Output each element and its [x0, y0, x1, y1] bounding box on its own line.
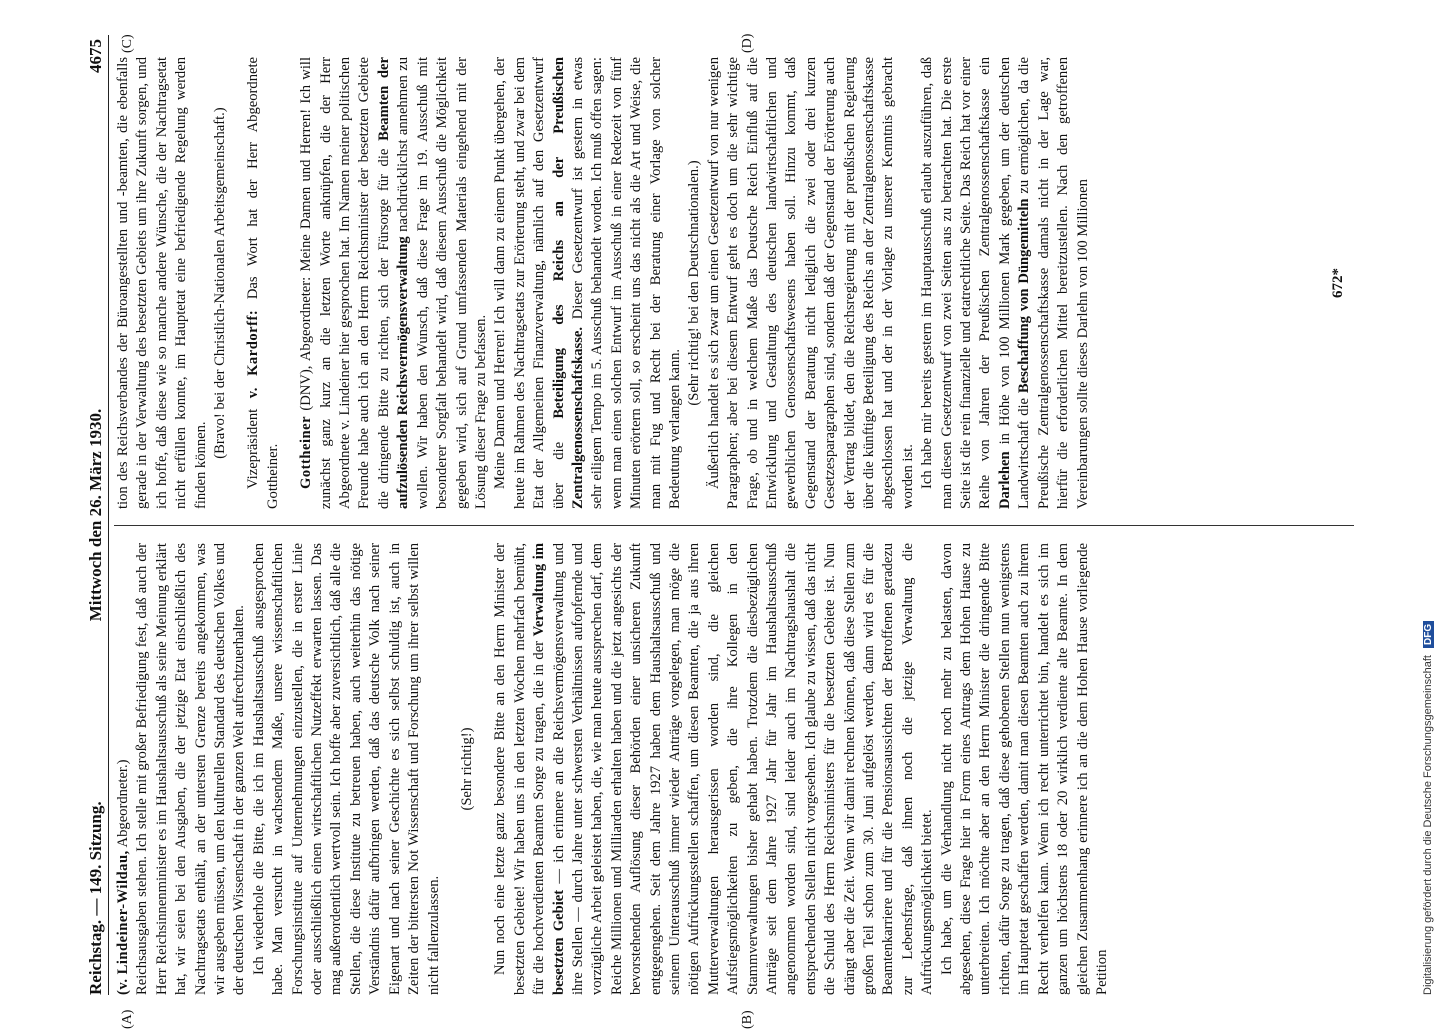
paragraph-text: — ich erinnere an die Reichsvermögensverwaltung und ihre Stellen — durch Jahre unter schwersten Verhältnissen aufopfernde und vorzügliche Arbeit geleistet haben, die, wie man heute aussprechen darf, dem Reiche Millionen und Milliarden erhalten haben und die jetzt angesichts der bevorstehenden Auflösung dieser Behörden einer unsicheren Zukunft entgegengehen. Seit dem Jahre 1927 haben dem Haushaltsausschuß und seinem Unterausschuß immer wieder Anträge vorgelegen, man möge die nötigen Aufrückungsstellen schaffen, um diesen Beamten, die ja aus ihren Mutterverwaltungen herausgerissen worden sind, die gleichen Aufstiegsmöglichkeiten zu geben, die ihre Kollegen in den Stammverwaltungen bisher gehabt haben. Trotzdem die diesbezüglichen Anträge seit dem Jahre 1927 Jahr für Jahr im Haushaltsausschuß angenommen worden sind, sind leider auch im Nachtragshaushalt die entsprechenden Stellen nicht vorgesehen. Ich glaube zu wissen, daß das nicht die Schuld des Herrn Reichsministers für die besetzten Gebiete ist. Nun drängt aber die Zeit. Wenn wir damit rechnen können, daß diese Stellen zum großen Teil schon zum 30. Juni aufgelöst werden, dann wird es für die Beamtenkarriere und für die Pensionsaussichten der Betroffenen geradezu zur Lebensfrage, daß ihnen noch die jetzige Verwaltung die Aufrückungsmöglichkeit bietet.: [550, 543, 936, 995]
left-paragraph-2: Ich wiederhole die Bitte, die ich im Haushaltsausschuß ausgesprochen habe. Man versucht in wachsendem Maße, unsere wissenschaftlichen Forschungsinstitute auf Unternehmungen einzustellen, die in erster Linie oder ausschließlich einen wirtschaftlichen Nutzeffekt erwarten lassen. Das mag außerordentlich wertvoll sein. Ich hoffe aber zuversichtlich, daß alle die Stellen, die diese Institute zu betreuen haben, auch weiterhin das nötige Verständnis dafür aufbringen werden, daß das deutsche Volk nach seiner Eigenart und nach seiner Geschichte es sich selbst schuldig ist, auch in Zeiten der bittersten Not Wissenschaft und Forschung um ihrer selbst willen nicht fallenzulassen.: [250, 543, 442, 995]
left-paragraph-5: Ich habe, um die Verhandlung nicht noch mehr zu belasten, davon abgesehen, diese Frage hier in Form eines Antrags dem Hohen Hause zu unterbreiten. Ich möchte aber an den Herrn Minister die dringende Bitte richten, dafür Sorge zu tragen, daß diese gehobenen Stellen nun wenigstens im Hauptetat geschaffen werden, damit man diesen Beamten auch zu ihrem Recht verhelfen kann. Wenn ich recht unterrichtet bin, handelt es sich im ganzen um höchstens 18 oder 20 wirklich verdiente alte Beamte. In dem gleichen Zusammenhang erinnere ich an die dem Hohen Hause vorliegende Petition: [938, 543, 1110, 995]
column-divider: [114, 525, 1354, 526]
session-title: Reichstag. — 149. Sitzung.: [86, 801, 105, 995]
right-paragraph-3: [244, 57, 283, 509]
speaker-name: Gottheiner: [298, 415, 315, 489]
speaker-name: (v. Lindeiner-Wildau,: [115, 850, 131, 995]
dfg-logo: DFG: [1423, 621, 1434, 648]
paragraph-text: Reichsausgaben stehen. Ich stelle mit großer Befriedigung fest, daß auch der Herr Reichsinnenminister es im Haushaltsausschuß als seine Meinung erklärt hat, wir seien bei den Ausgaben, die der jetzige Etat einschließlich des Nachtragsetats enthält, an der untersten Grenze bereits angekommen, was wir ausgeben müssen, um den kulturellen Standard des deutschen Volkes und der deutschen Wissenschaft in der ganzen Welt aufrechtzuerhalten.: [134, 543, 248, 995]
margin-marker-c: (C): [120, 34, 135, 53]
paragraph-text: Meine Damen und Herren! Ich will dann zu einem Punkt übergehen, der heute im Rahmen des Nachtragsetats zur Erörterung steht, und zwar bei dem Etat der Allgemeinen Finanzverwaltung, nämlich auf den Gesetzentwurf über die: [492, 57, 567, 509]
right-paragraph-1: tion des Reichsverbandes der Büroangestellten und -beamten, die ebenfalls gerade in der Verwaltung des besetzten Gebiets um ihre Zukunft sorgen, und ich hoffe, daß diese wie so manche andere Wünsche, die der Nachtragsetat nicht erfüllen konnte, im Hauptetat eine befriedigende Regelung werden finden können.: [115, 57, 209, 509]
credit-text: Digitalisierung gefördert durch die Deutsche Forschungsgemeinschaft: [1422, 655, 1434, 995]
margin-marker-a: (A): [120, 1009, 135, 1029]
signature-mark: 672*: [1330, 268, 1346, 298]
paragraph-text: Das Wort hat der Herr Abgeordnete Gottheiner.: [245, 57, 281, 509]
emphasis: Beteiligung des Reichs an der Preußischen Zentralgenossenschaftskasse.: [550, 57, 586, 509]
right-paragraph-5: [491, 57, 685, 509]
paragraph-text: nachdrücklichst annehmen zu wollen. Wir haben den Wunsch, daß diese Frage im 19. Ausschuß mit besonderer Sorgfalt behandelt wird, daß diesem Ausschuß die Möglichkeit gegeben wird, sich auf Grund umfassenden Materials eingehend mit der Lösung dieser Frage zu befassen.: [395, 57, 489, 509]
left-paragraph-4: [491, 543, 937, 995]
emphasis: Verwaltung im besetzten Gebiet: [531, 543, 567, 995]
paragraph-text: in Höhe von 100 Millionen Mark gegeben, um der deutschen Landwirtschaft die: [996, 57, 1033, 509]
interjection: (Sehr richtig! bei den Deutschnationalen.): [686, 160, 703, 406]
emphasis: Beschaffung von Düngemitteln: [1016, 198, 1033, 394]
interjection: (Bravo! bei der Christlich-Nationalen Arbeitsgemeinschaft.): [212, 107, 229, 459]
running-head: [84, 35, 109, 995]
right-column: [114, 57, 1354, 509]
speaker-name: v. Kardorff:: [245, 309, 262, 399]
paragraph-text: Dieser Gesetzentwurf ist gestern in etwas sehr eiligem Tempo im 5. Ausschuß behandelt worden. Ich muß offen sagen: wenn man einen solchen Entwurf im Ausschuß in einer Redezeit von fünf Minuten erörtern soll, so erscheint uns das nicht als die Art und Weise, die man mit Fug und Recht bei der Beratung einer Vorlage von solcher Bedeutung verlangen kann.: [569, 57, 683, 509]
right-paragraph-7: Äußerlich handelt es sich zwar um einen Gesetzentwurf von nur wenigen Paragraphen; aber bei diesem Entwurf geht es doch um die sehr wichtige Frage, ob und in welchem Maße das Deutsche Reich Einfluß auf die Entwicklung und Gestaltung des deutschen landwirtschaftlichen und gewerblichen Genossenschaftswesens haben soll. Hinzu kommt, daß Gegenstand der Beratung nicht lediglich die zwei oder drei kurzen Gesetzesparagraphen sind, sondern daß der Gegenstand der Erörterung auch der Vertrag bildet, den die Reichsregierung mit der preußischen Regierung über die künftige Beteiligung des Reichs an der Zentralgenossenschaftskasse abgeschlossen hat und der in der Vorlage zu unserer Kenntnis gebracht worden ist.: [705, 57, 916, 509]
paragraph-text: (DNV), Abgeordneter: Meine Damen und Herren! Ich will zunächst ganz kurz an die letzten Worte anknüpfen, die der Herr Abgeordnete v. Lindeiner hier gesprochen hat. Im Namen meiner politischen Freunde habe auch ich an den Herrn Reichsminister der besetzten Gebiete die dringende Bitte zu richten, sich der Fürsorge für die: [298, 57, 392, 509]
left-paragraph-1: [114, 543, 250, 995]
paragraph-text: Nun noch eine letzte ganz besondere Bitte an den Herrn Minister der besetzten Gebiete! Wir haben uns in den letzten Wochen mehrfach bemüht, für die hochverdienten Beamten Sorge zu tragen, die in der: [492, 543, 548, 995]
left-column: [114, 543, 1354, 995]
right-paragraph-8: [918, 57, 1093, 509]
interjection: (Sehr richtig!): [458, 727, 475, 811]
newspaper-page: [80, 33, 1370, 1029]
digitization-credit: [1422, 5, 1438, 995]
speaker-prefix: Vizepräsident: [245, 408, 262, 489]
emphasis: Beamten der aufzulösenden Reichsvermögensverwaltung: [375, 57, 412, 509]
margin-marker-d: (D): [740, 33, 755, 53]
emphasis: Darlehen: [996, 451, 1013, 509]
session-date: Mittwoch den 26. März 1930.: [86, 408, 105, 622]
right-paragraph-4: [297, 57, 491, 509]
page-number: 4675: [86, 39, 105, 73]
paragraph-text: Ich habe mir bereits gestern im Hauptausschuß erlaubt auszuführen, daß man diesen Gesetzentwurf von zwei Seiten aus zu betrachten hat. Die erste Seite ist die rein finanzielle und etatrechtliche Seite. Das Reich hat vor einer Reihe von Jahren der Preußischen Zentralgenossenschaftskasse ein: [919, 57, 994, 509]
margin-marker-b: (B): [740, 1010, 755, 1029]
paragraph-text: zu ermöglichen, da die Preußische Zentralgenossenschaftskasse damals nicht in der Lage war, hierfür die erforderlichen Mittel bereitzustellen. Nach den getroffenen Vereinbarungen sollte dieses Darlehn von 100 Millionen: [1016, 57, 1091, 509]
speaker-role: Abgeordneter.): [115, 759, 131, 848]
